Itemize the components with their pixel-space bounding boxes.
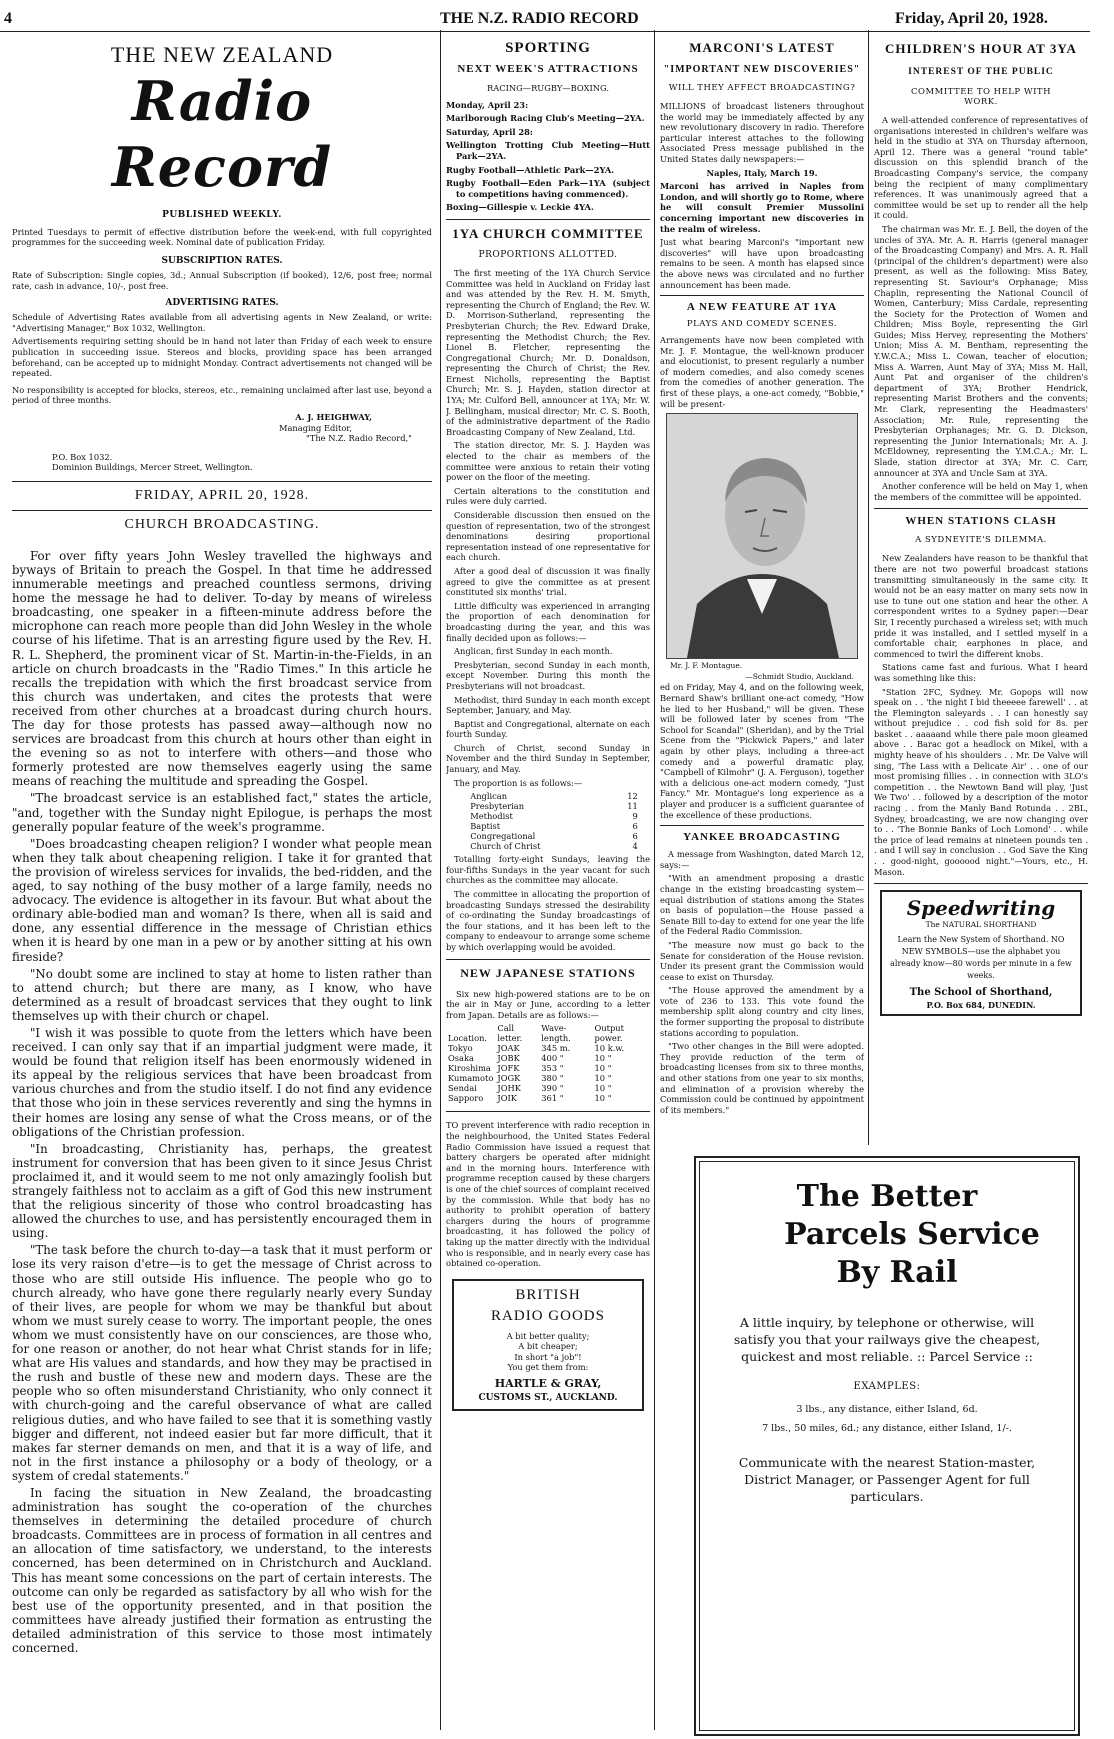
editorial-paragraph: "In broadcasting, Christianity has, perhaps, the greatest instrument for conversion that has been given to it since Jesus Christ proclaimed it, and it would seem to me not only amazingly foolish but strangely faithless not to acclaim as a gift of God this new instrument that the religious sincerity of those who control broadcasting has allowed the churches to use, and has persistently encouraged them in using. (12, 1141, 432, 1241)
rail-ad-examples-heading: EXAMPLES: (853, 1381, 921, 1392)
japanese-station-cell: 345 m. (541, 1043, 571, 1054)
column-three (660, 40, 864, 1135)
interference-text: TO prevent interference with radio reception in the neighbourhood, the United States Federal Radio Commission have issued a request that battery chargers be operated after midnight and in the morning hours. Interference with programme reception caused by these chargers is one of the chief sources of complaint received by the commission. While that body has no authority to prohibit operation of battery chargers during the hours of programme broadcasting, it has followed the policy of taking up the matter directly with the individual who is responsible, and in nearly every case has obtained co-operation. (446, 1120, 650, 1269)
proportion-row (456, 811, 640, 821)
sporting-list (446, 100, 650, 213)
proportion-value: 12 (627, 791, 638, 802)
japanese-stations-table (446, 1023, 650, 1103)
proportion-church: Congregational (470, 831, 536, 842)
sporting-item: Monday, April 23: (446, 99, 529, 110)
speedwriting-ad (880, 890, 1082, 1016)
japanese-intro: Six new high-powered stations are to be on the air in May or June, according to a letter from Japan. Details are as follows:— (446, 988, 650, 1020)
po-box: P.O. Box 1032. (52, 451, 113, 462)
japanese-station-cell: JOIK (497, 1093, 517, 1104)
japanese-station-cell: 353 " (541, 1063, 564, 1074)
proportion-row (456, 831, 640, 841)
portrait-photo-icon (667, 414, 857, 658)
montague-photo (666, 413, 858, 659)
yankee-paragraph: "With an amendment proposing a drastic change in the existing broadcasting system—equal distribution of stations among the States on basis of population—the House passed a Senate Bill to-day to extend for one year the life of the Federal Radio Commission. (660, 873, 864, 937)
new-feature-para-1: Arrangements have now been completed with Mr. J. F. Montague, the well-known producer and elocutionist, to present regularly a number of modern comedies, and also comedy scenes from the comedies of another generation. The first of these plays, a one-act comedy, "Bobbie," will be present- (660, 335, 864, 409)
japanese-station-cell: 10 " (594, 1083, 612, 1094)
rail-ad-example-2: 7 lbs., 50 miles, 6d.; any distance, either Island, 1/-. (762, 1423, 1012, 1434)
japanese-station-cell: JOAK (497, 1043, 520, 1054)
clash-rule (874, 883, 1088, 884)
japanese-station-cell: Kumamoto (448, 1073, 494, 1084)
marconi-subtitle: "IMPORTANT NEW DISCOVERIES" (663, 64, 861, 75)
rail-ad (694, 1156, 1080, 1736)
sporting-item: Rugby Football—Eden Park—1YA (subject to competitions having commenced). (446, 178, 650, 199)
childrens-hour-subtitle: INTEREST OF THE PUBLIC (908, 67, 1054, 77)
sporting-title: SPORTING (505, 40, 591, 56)
childrens-hour-paragraph: Another conference will be held on May 1, when the members of the committee will be appointed. (874, 481, 1088, 502)
yankee-body (660, 849, 864, 1115)
new-feature-title: A NEW FEATURE AT 1YA (686, 301, 838, 314)
japanese-station-cell: 10 k.w. (594, 1043, 625, 1054)
rail-ad-example-1: 3 lbs., any distance, either Island, 6d. (796, 1404, 978, 1415)
column-rule-2 (654, 30, 655, 1730)
ad-address: CUSTOMS ST., AUCKLAND. (478, 1393, 618, 1404)
stations-clash-subtitle: A SYDNEYITE'S DILEMMA. (915, 535, 1047, 546)
marconi-para-1: MILLIONS of broadcast listeners throughout the world may be immediately affected by any new revolutionary discovery in radio. Therefore particular interest attaches to the following Associated Press message published in the United States daily newspapers:— (660, 101, 864, 164)
church-committee-paragraph: Little difficulty was experienced in arranging the proportion of each denomination for broadcasting during the year, and this was finally decided upon as follows:— (446, 600, 650, 643)
sporting-categories: RACING—RUGBY—BOXING. (487, 83, 609, 93)
japanese-station-cell: Sendai (448, 1083, 477, 1094)
ad-british: BRITISH (515, 1286, 581, 1303)
church-committee-title: 1YA CHURCH COMMITTEE (452, 225, 644, 241)
japanese-station-cell: Tokyo (448, 1043, 473, 1054)
church-committee-paragraph: Church of Christ, second Sunday in November and the third Sunday in September, January, and May. (446, 742, 650, 775)
japanese-station-cell: 361 " (541, 1093, 564, 1104)
new-feature-subtitle: PLAYS AND COMEDY SCENES. (686, 319, 838, 330)
proportion-value: 11 (627, 801, 638, 812)
japanese-station-cell: 10 " (594, 1063, 612, 1074)
proportion-row (456, 821, 640, 831)
childrens-hour-paragraph: A well-attended conference of representatives of organisations interested in children's welfare was held in the studio at 3YA on Thursday afternoon, April 12. There was a general "round table" discussion on this splendid branch of the Broadcasting Company's service, the company being the recipient of many complimentary references. It was unanimously agreed that a committee would be set up to render all the help it could. (874, 115, 1088, 221)
japanese-station-cell: JOBK (497, 1053, 520, 1064)
editor-paper: "The N.Z. Radio Record," (305, 433, 412, 444)
issue-date: Friday, April 20, 1928. (895, 10, 1048, 27)
column-rule-3 (868, 30, 869, 1145)
office-address: Dominion Buildings, Mercer Street, Wellington. (52, 462, 253, 473)
speedwriting-text: Learn the New System of Shorthand. NO NEW SYMBOLS—use the alphabet you already know—80 words per minute in a few weeks. (890, 934, 1072, 980)
sporting-item: Boxing—Gillespie v. Leckie 4YA. (446, 202, 594, 213)
page-number: 4 (4, 10, 12, 27)
japanese-station-row (446, 1063, 650, 1073)
japanese-station-cell: 10 " (594, 1073, 612, 1084)
responsibility-text: No responsibility is accepted for blocks, stereos, etc., remaining unclaimed after last use, beyond a period of three months. (12, 384, 432, 406)
advertising-text-2: Advertisements requiring setting should be in hand not later than Friday of each week to ensure publication in succeeding issue. Stereos and blocks, providing space has been arranged beforehand, can be accepted up to midnight Monday. Contract advertisements not changed will be repeated. (12, 336, 432, 379)
published-text: Printed Tuesdays to permit of effective distribution before the week-end, with full copyrighted programmes for the succeeding week. Nominal date of publication Friday. (12, 226, 432, 248)
photo-caption-studio: —Schmidt Studio, Auckland. (745, 671, 854, 681)
stations-clash-paragraph: New Zealanders have reason to be thankful that there are not two powerful broadcast stations transmitting simultaneously in the same city. It would not be an easy matter on many sets now in use to tune out one station and hear the other. A correspondent writes to a Sydney paper:—Dear Sir, I recently purchased a wireless set; with much pride it was installed, and I settled myself in a comfortable chair, earphones in place, and commenced to twirl the different knobs. (874, 553, 1088, 659)
childrens-rule (874, 508, 1088, 509)
japanese-station-cell: 390 " (541, 1083, 564, 1094)
church-committee-paragraph: Anglican, first Sunday in each month. (454, 646, 613, 657)
childrens-hour-body (874, 115, 1088, 502)
yankee-paragraph: "The House approved the amendment by a vote of 236 to 133. This vote found the membership split along country and city lines, the former supporting the proposal to distribute stations according to population. (660, 985, 864, 1038)
editorial-paragraph: "No doubt some are inclined to stay at home to listen rather than to attend church; but there are many, as I know, who have determined as a result of broadcast services that they ought to link themselves up with their church or chapel. (12, 966, 432, 1023)
stations-clash-paragraph: "Station 2FC, Sydney. Mr. Gopops will now speak on . . 'the night I bid theeeee farewell' . . at the Flemington saleyards . . I can honestly say without prejudice . . cod fish sold for 8s. per basket . . aaaaand while there pale moon gleamed above . . Barac got a headlock on Mikel, with a mighty heave of his shoulders . . Mr. De Valve will sing, 'The Lass with a Delicate Air' . . one of our most promising fillies . . in connection with 3LO's competition . . the Newtown Band will play, 'Just We Two' . . followed by a description of the motor racing . . from the Manly Band Rotunda . . 2BL, Sydney, broadcasting, we are now changing over to . . 'The Bonnie Banks of Loch Lomond' . . while the price of lead remains at nineteen pounds ten . . and I will say in conclusion . . God Save the King . . good-night, goooood night."—Yours, etc., H. Mason. (874, 686, 1088, 877)
proportion-church: Church of Christ (470, 841, 541, 852)
japanese-station-cell: 10 " (594, 1093, 612, 1104)
church-committee-paragraph: Certain alterations to the constitution and rules were duly carried. (446, 485, 650, 507)
marconi-cable: Marconi has arrived in Naples from London, and will shortly go to Rome, where he will consult Premier Mussolini concerning important new discoveries in the realm of wireless. (660, 181, 864, 234)
church-committee-closing-paragraph: Totalling forty-eight Sundays, leaving the four-fifths Sundays in the year vacant for such churches as the committee may allocate. (446, 854, 650, 886)
japanese-station-cell: 400 " (541, 1053, 564, 1064)
editorial-dateline: FRIDAY, APRIL 20, 1928. (134, 487, 310, 503)
proportion-row (456, 801, 640, 811)
ad-job: In short "a job"! (514, 1351, 582, 1362)
rail-ad-line-1: The Better (796, 1179, 978, 1214)
japanese-station-cell: 10 " (594, 1053, 612, 1064)
sporting-item: Wellington Trotting Club Meeting—Hutt Park—2YA. (446, 140, 650, 161)
ad-cheaper: A bit cheaper; (518, 1341, 578, 1352)
masthead-top: THE NEW ZEALAND (110, 42, 334, 67)
header-rule (0, 31, 1090, 32)
subscription-text: Rate of Subscription: Single copies, 3d.; Annual Subscription (if booked), 12/6, post free; normal rate, cash in advance, 10/-, post free. (12, 270, 432, 291)
japanese-table-header (446, 1023, 650, 1043)
new-feature-para-2: ed on Friday, May 4, and on the following week, Bernard Shaw's brilliant one-act comedy, "How he lied to her Husband," will be given. These will be followed later by scenes from "The School for Scandal" (Sheridan), and by the Trial Scene from the "Pickwick Papers," and later again by other plays, including a three-act comedy and a powerful dramatic play, "Campbell of Kilmohr" (J. A. Ferguson), together with a delicious one-act modern comedy, "Just Fancy." Mr. Montague's long experience as a player and producer is a sufficient guarantee of the excellence of these productions. (660, 682, 864, 820)
japanese-column-header: Call letter. (497, 1023, 523, 1044)
church-committee-paragraph: The first meeting of the 1YA Church Service Committee was held in Auckland on Friday last and was attended by the Rev. H. M. Smyth, representing the Church of England; the Rev. W. D. Morrison-Sutherland, representing the Presbyterian Church; the Rev. Edward Drake, representing the Methodist Church; the Rev. Lionel B. Fletcher, representing the Congregational Church; Mr. D. Donaldson, representing the Church of Christ; the Rev. Ernest Nicholls, representing the Baptist Church; Mr. S. J. Hayden, station director at 1YA; Mr. Culford Bell, announcer at 1YA; Mr. W. J. Bellingham, musical director; Mr. C. S. Booth, of the administrative department of the Radio Broadcasting Company of New Zealand, Ltd. (446, 267, 650, 437)
sporting-rule (446, 219, 650, 220)
marconi-cable-head: Naples, Italy, March 19. (706, 167, 818, 178)
ad-quality: A bit better quality; (506, 1330, 590, 1341)
rail-ad-line-2: Parcels Service (784, 1217, 1040, 1252)
editor-name: A. J. HEIGHWAY, (295, 411, 372, 422)
editorial-paragraph: "I wish it was possible to quote from the letters which have been received. I can only say that if an impartial judgment were made, it would be found that religion itself has been enormously widened in its appeal by the religious services that have been broadcast from various churches and from the studio itself. I do not find any evidence that those who join in these services reverently and sing the hymns in their homes are losing any sense of what the Cross means, or of the obligations of the Christian profession. (12, 1025, 432, 1139)
rail-ad-closing: Communicate with the nearest Station-master, District Manager, or Passenger Agent for full particulars. (738, 1455, 1036, 1504)
advertising-heading: ADVERTISING RATES. (165, 297, 279, 308)
proportion-value: 6 (632, 821, 638, 832)
editorial-paragraph: "Does broadcasting cheapen religion? I wonder what people mean when they talk about cheapening religion. I take it for granted that the provision of wireless services for invalids, the bed-ridden, and the aged, to say nothing of the busy mother of a large family, needs no advocacy. The evidence is altogether in its favour. But what about the ordinary able-bodied man and woman? Is there, when all is said and done, any essential difference in the message of Christian ethics when it is heard by one man in a pew or by another sitting at his own fireside? (12, 836, 432, 964)
column-four (874, 40, 1088, 1125)
japanese-rule (446, 1111, 650, 1112)
advertising-text-1: Schedule of Advertising Rates available from all advertising agents in New Zealand, or write: "Advertising Manager," Box 1032, Wellington. (12, 312, 432, 333)
proportion-value: 6 (632, 831, 638, 842)
sporting-item: Saturday, April 28: (446, 126, 533, 137)
japanese-column-header: Output power. (594, 1023, 624, 1044)
marconi-para-2: Just what bearing Marconi's "important new discoveries" will have upon broadcasting remains to be seen. A month has elapsed since the above news was circulated and no further announcement has been made. (660, 237, 864, 290)
subscription-heading: SUBSCRIPTION RATES. (161, 255, 283, 266)
sporting-item: Marlborough Racing Club's Meeting—2YA. (446, 113, 645, 124)
masthead-rule (12, 481, 432, 482)
proportion-church: Presbyterian (470, 801, 525, 812)
speedwriting-school: The School of Shorthand, (909, 986, 1053, 998)
column-two (446, 40, 650, 1730)
ad-company: HARTLE & GRAY, (494, 1377, 602, 1391)
japanese-station-row (446, 1083, 650, 1093)
editorial-body (12, 549, 432, 1655)
proportion-row (456, 841, 640, 851)
yankee-title: YANKEE BROADCASTING (683, 831, 841, 844)
church-committee-paragraph: Methodist, third Sunday in each month except September, January, and May. (446, 694, 650, 716)
japanese-station-row (446, 1093, 650, 1103)
japanese-station-cell: JOHK (497, 1083, 521, 1094)
church-committee-paragraph: The station director, Mr. S. J. Hayden was elected to the chair as members of the committee were anxious to retain their voting power on the floor of the meeting. (446, 440, 650, 483)
japanese-station-cell: JOFK (497, 1063, 520, 1074)
sporting-subtitle: NEXT WEEK'S ATTRACTIONS (457, 63, 639, 75)
editorial-paragraph: "The task before the church to-day—a task that it must perform or lose its very raison d'etre—is to get the message of Christ across to those who are still outside His influence. The people who go to church already, who have gone there regularly nearly every Sunday of their lives, are people for whom we may be thankful but about whom we must surely cease to worry. The important people, the ones whom we must consistently have on our consciences, are those who, for one reason or another, do not hear what Christ stands for in life; what are His values and standards, and how they may be practised in the rush and bustle of these new and modern days. These are the people who so often misunderstand Christianity, who only connect it with church-going and the careful observance of what are called religious duties, and who have failed to see that it is something vastly bigger and different, not indeed easier but far more difficult, that it makes far sterner demands on men, and that it is a way of life, and not in the first instance a philosophy or a body of theology, or a system of credal statements." (12, 1243, 432, 1483)
childrens-hour-title: CHILDREN'S HOUR AT 3YA (885, 41, 1077, 56)
dateline-rule (12, 510, 432, 511)
feature-rule (660, 825, 864, 826)
speedwriting-address: P.O. Box 684, DUNEDIN. (926, 999, 1036, 1010)
japanese-station-row (446, 1043, 650, 1053)
column-rule-1 (440, 30, 441, 1730)
marconi-rule (660, 295, 864, 296)
childrens-hour-paragraph: The chairman was Mr. E. J. Bell, the doyen of the uncles of 3YA. Mr. A. R. Harris (general manager of the Broadcasting Company) and Mrs. A. R. Hall (principal of the children's department) were also present, as well as the following: Miss Batey, representing St. Saviour's Orphanage; Miss Chaplin, representing the National Council of Women, Canterbury; Miss Cardale, representing the Society for the Protection of Women and Children; Miss Boyle, representing the Girl Guides; Miss Hervey, representing the Mothers' Union; Miss A. M. Bentham, representing the Y.W.C.A.; Miss L. Cowan, teacher of elocution; Miss A. Warren, Aunt May of 3YA; Miss M. Hall, Aunt Pat and organiser of the children's department of 3YA; Brother Hendrick, representing Marist Brothers and the convents; Mr. Clark, representing the Headmasters' Association; Mr. Rule, representing the Presbyterian Orphanages; Mr. G. D. Dickson, representing the Junior Internationals; Mr. A. J. McEldowney, representing the Y.M.C.A.; Mr. L. Slade, station director at 3YA; Mr. C. Carr, announcer at 3YA and Uncle Sam at 3YA. (874, 223, 1088, 478)
japanese-station-row (446, 1073, 650, 1083)
editorial-title: CHURCH BROADCASTING. (124, 516, 320, 532)
british-radio-ad (452, 1279, 644, 1411)
japanese-station-cell: Osaka (448, 1053, 474, 1064)
proportion-value: 4 (632, 841, 638, 852)
yankee-paragraph: "Two other changes in the Bill were adopted. They provide reduction of the term of broadcasting licenses from six to three months, and other stations from one year to six months, and elimination of a provision whereby the Commission could be continued by appointment of its members." (660, 1041, 864, 1115)
church-committee-closing-paragraph: The committee in allocating the proportion of broadcasting Sundays stressed the desirability of co-ordinating the Sunday broadcastings of the four stations, and it has been left to the company to endeavour to arrange some scheme by which overlapping would be avoided. (446, 889, 650, 952)
yankee-paragraph: A message from Washington, dated March 12, says:— (660, 849, 864, 870)
stations-clash-paragraph: Stations came fast and furious. What I heard was something like this: (874, 662, 1088, 683)
marconi-subtitle-2: WILL THEY AFFECT BROADCASTING? (668, 83, 856, 93)
childrens-hour-subtitle-2: COMMITTEE TO HELP WITH WORK. (910, 87, 1052, 107)
proportion-row (456, 791, 640, 801)
church-committee-body (446, 268, 650, 788)
japanese-column-header: Wave-length. (541, 1023, 571, 1044)
japanese-station-row (446, 1053, 650, 1063)
japanese-column-header: Location. (448, 1033, 488, 1044)
yankee-paragraph: "The measure now must go back to the Senate for consideration of the House revision. Under its present grant the Commission would cease to exist on Thursday. (660, 939, 864, 982)
church-committee-paragraph: Considerable discussion then ensued on the question of representation, two of the strongest denominations desiring proportional representation instead of one representative for each church. (446, 510, 650, 563)
japanese-station-cell: Sapporo (448, 1093, 484, 1104)
church-committee-subtitle: PROPORTIONS ALLOTTED. (478, 249, 618, 260)
japanese-station-cell: 380 " (541, 1073, 564, 1084)
church-committee-closing (446, 854, 650, 952)
proportion-value: 9 (632, 811, 638, 822)
published-weekly: PUBLISHED WEEKLY. (162, 210, 282, 220)
marconi-title: MARCONI'S LATEST (689, 40, 835, 55)
rail-ad-line-3: By Rail (836, 1255, 958, 1290)
left-column (12, 42, 432, 1734)
stations-clash-title: WHEN STATIONS CLASH (905, 515, 1057, 528)
japanese-station-cell: JOGK (497, 1073, 521, 1084)
proportion-church: Baptist (470, 821, 501, 832)
editorial-paragraph: "The broadcast service is an established fact," states the article, "and, together with the Sunday night Epilogue, is perhaps the most generally popular feature of the week's programme. (12, 791, 432, 834)
church-committee-paragraph: After a good deal of discussion it was finally agreed to give the committee as at present constituted six months' trial. (446, 565, 650, 598)
japanese-station-cell: Kiroshima (448, 1063, 491, 1074)
proportions-table (456, 791, 640, 851)
masthead-title: Radio Record (111, 69, 333, 199)
church-rule (446, 959, 650, 960)
stations-clash-body (874, 553, 1088, 877)
page-header (0, 0, 1114, 30)
editor-title: Managing Editor, (278, 422, 352, 433)
speedwriting-logo: Speedwriting (906, 896, 1056, 921)
sporting-item: Rugby Football—Athletic Park—2YA. (446, 164, 615, 175)
editorial-paragraph: In facing the situation in New Zealand, the broadcasting administration has sought the co-operation of the churches themselves in determining the detailed procedure of church broadcasts. Committees are in process of formation in all centres and an allocation of time satisfactory, we understand, to the interests concerned, has been determined on in Christchurch and Auckland. This has meant some concessions on the part of certain interests. The outcome can only be regarded as satisfactory by all who wish for the best use of the opportunity presented, and in that position the committees have already justified their formation as entrusting the detailed administration of this service to those most intimately concerned. (12, 1485, 432, 1655)
photo-caption-name: Mr. J. F. Montague. (670, 661, 743, 671)
church-committee-paragraph: Baptist and Congregational, alternate on each fourth Sunday. (446, 718, 650, 740)
ad-radio-goods: RADIO GOODS (491, 1307, 605, 1324)
japanese-title: NEW JAPANESE STATIONS (460, 965, 636, 980)
editorial-paragraph: For over fifty years John Wesley travelled the highways and byways of Britain to preach the Gospel. In that time he addressed innumerable meetings and preached countless sermons, driving home the message he had to deliver. To-day by means of wireless broadcasting, one speaker in a fifteen-minute address before the microphone can reach more people than did John Wesley in the whole course of his lifetime. That is an arresting figure used by the Rev. H. R. L. Shepherd, the prominent vicar of St. Martin-in-the-Fields, in an article on church broadcasts in the "Radio Times." In this article he recalls the trepidation with which the first broadcast service from this church was undertaken, and cites the protests that were received from other churches at a broadcast during church hours. The day for those protests has passed away—although now no services are broadcast from this church at hours other than eight in the evening so as not to interfere with others—and those who formerly protested are now themselves eagerly using the same means of reaching the multitude and spreading the Gospel. (12, 548, 432, 789)
proportion-church: Methodist (470, 811, 513, 822)
church-committee-paragraph: Presbyterian, second Sunday in each month, except November. During this month the Presbyterians will not broadcast. (446, 659, 650, 691)
ad-get-them: You get them from: (507, 1362, 589, 1373)
rail-ad-text: A little inquiry, by telephone or otherwise, will satisfy you that your railways give the cheapest, quickest and most reliable. :: Parcel Service :: (733, 1315, 1041, 1364)
paper-name: THE N.Z. RADIO RECORD (440, 10, 639, 27)
church-committee-paragraph: The proportion is as follows:— (454, 777, 583, 788)
speedwriting-tagline: The NATURAL SHORTHAND (925, 920, 1037, 930)
proportion-church: Anglican (470, 791, 508, 802)
